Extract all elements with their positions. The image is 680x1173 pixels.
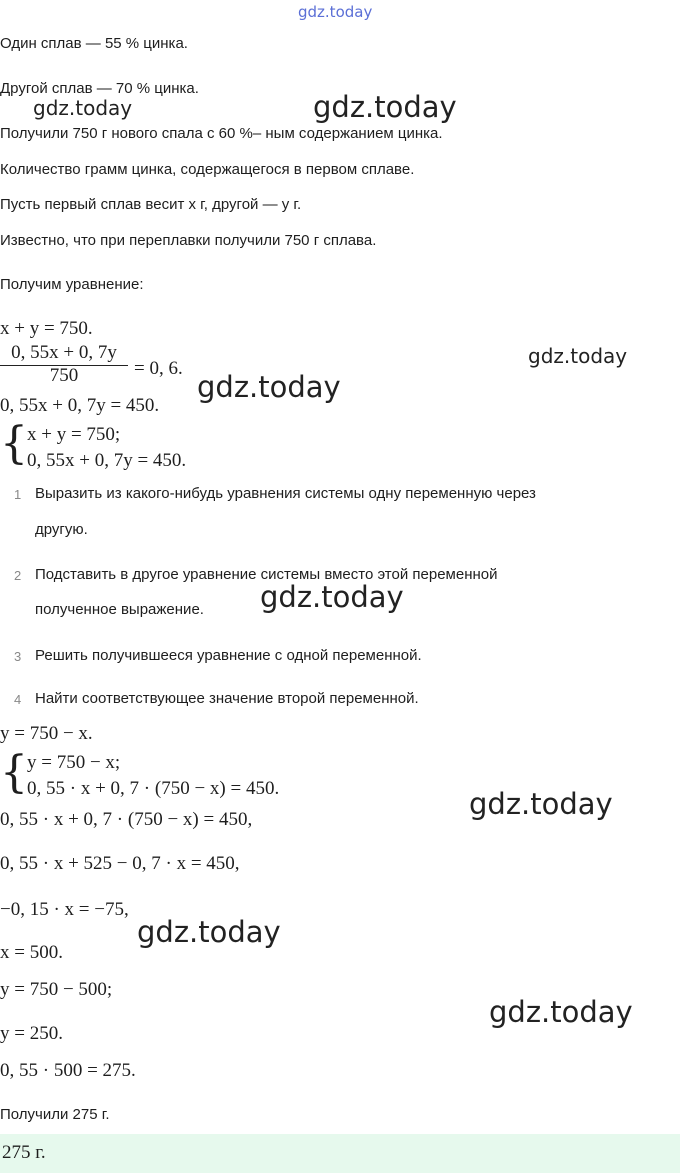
equation: 0, 55 · 500 = 275. (0, 1060, 136, 1081)
watermark: gdz.today (33, 96, 133, 120)
equation: y = 750 − x. (0, 723, 93, 744)
system-equation: 0, 55x + 0, 7y = 450. (27, 450, 187, 471)
watermark: gdz.today (137, 915, 281, 949)
watermark: gdz.today (528, 344, 628, 368)
equation: −0, 15 · x = −75, (0, 899, 129, 920)
step-number: 4 (14, 692, 22, 707)
equation: 0, 55x + 0, 7y = 450. (0, 395, 160, 416)
watermark: gdz.today (260, 580, 404, 614)
system-brace: { (0, 418, 28, 469)
system-equation: y = 750 − x; (27, 752, 121, 773)
watermark-top: gdz.today (298, 3, 373, 21)
equation: x + y = 750. (0, 318, 93, 339)
fraction (0, 342, 128, 383)
equation: 0, 55 · x + 525 − 0, 7 · x = 450, (0, 853, 240, 874)
equation: 0, 55 · x + 0, 7 · (750 − x) = 450, (0, 809, 253, 830)
system-equation: 0, 55 · x + 0, 7 · (750 − x) = 450. (27, 778, 280, 799)
text-line: Получим уравнение: (0, 276, 144, 293)
step-number: 1 (14, 487, 22, 502)
watermark: gdz.today (469, 787, 613, 821)
fraction-numerator: 0, 55x + 0, 7y (11, 342, 117, 363)
text-line: Другой сплав — 70 % цинка. (0, 80, 199, 97)
step-text: Подставить в другое уравнение системы вместо этой переменной (35, 566, 498, 583)
step-number: 2 (14, 568, 22, 583)
equation: = 0, 6. (134, 358, 183, 379)
equation: x = 500. (0, 942, 63, 963)
step-text: полученное выражение. (35, 601, 204, 618)
system-brace: { (0, 747, 28, 798)
step-text: Найти соответствующее значение второй переменной. (35, 690, 419, 707)
watermark: gdz.today (197, 370, 341, 404)
system-equation: x + y = 750; (27, 424, 121, 445)
answer-box (0, 1134, 680, 1173)
equation: y = 250. (0, 1023, 63, 1044)
text-line: Один сплав — 55 % цинка. (0, 35, 188, 52)
fraction-bar (0, 365, 128, 366)
step-text: Решить получившееся уравнение с одной переменной. (35, 647, 422, 664)
answer-text: 275 г. (2, 1142, 46, 1163)
fraction-denominator: 750 (49, 367, 79, 383)
result-line: Получили 275 г. (0, 1106, 110, 1123)
equation: y = 750 − 500; (0, 979, 113, 1000)
text-line: Известно, что при переплавки получили 750 г сплава. (0, 232, 377, 249)
step-text: другую. (35, 521, 88, 538)
watermark: gdz.today (313, 90, 457, 124)
step-number: 3 (14, 649, 22, 664)
watermark: gdz.today (489, 995, 633, 1029)
text-line: Получили 750 г нового спала с 60 %– ным содержанием цинка. (0, 125, 443, 142)
step-text: Выразить из какого-нибудь уравнения системы одну переменную через (35, 485, 536, 502)
text-line: Пусть первый сплав весит x г, другой — y г. (0, 196, 302, 213)
text-line: Количество грамм цинка, содержащегося в первом сплаве. (0, 161, 415, 178)
